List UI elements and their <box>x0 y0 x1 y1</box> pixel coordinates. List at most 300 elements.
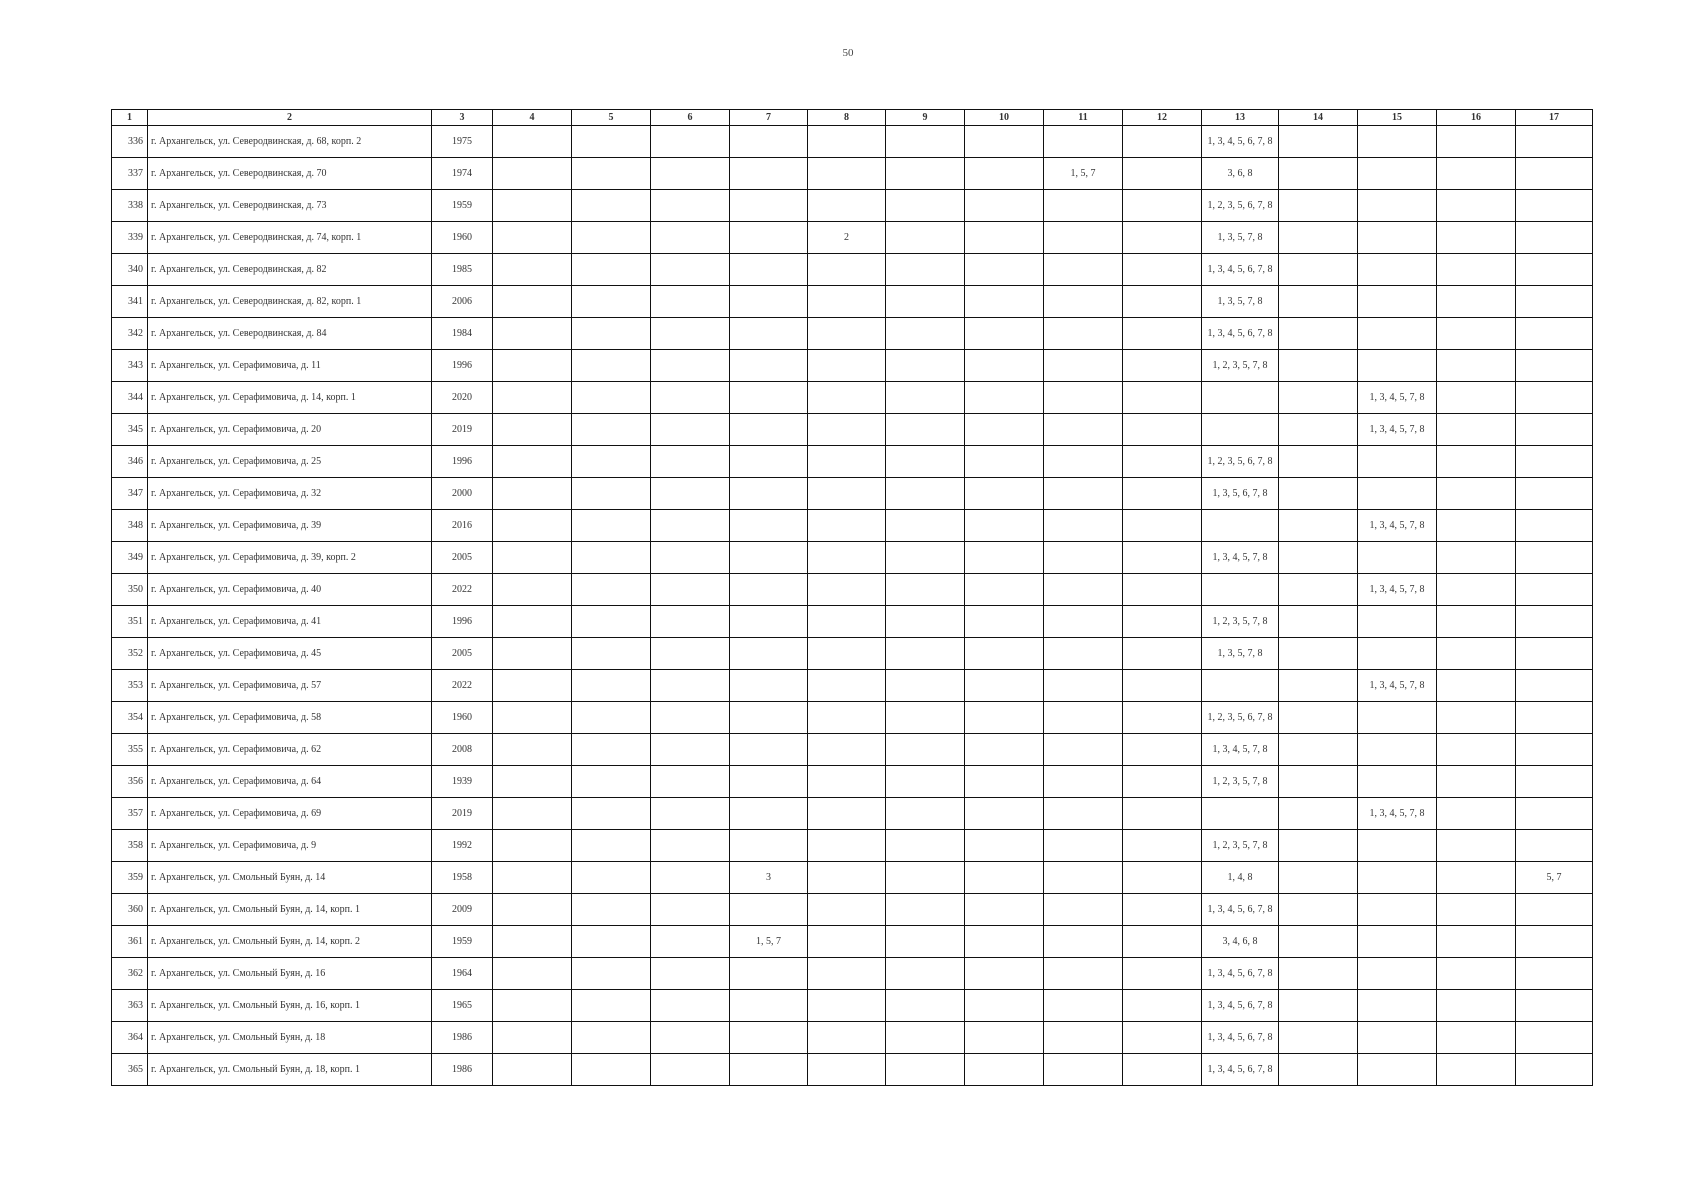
column-8-cell <box>808 286 886 318</box>
column-13-cell: 1, 3, 4, 5, 6, 7, 8 <box>1202 1022 1279 1054</box>
column-11-cell <box>1044 990 1123 1022</box>
column-9-cell <box>886 222 965 254</box>
year-cell: 2019 <box>432 414 493 446</box>
row-number-cell: 354 <box>112 702 148 734</box>
column-10-cell <box>965 670 1044 702</box>
column-7-cell <box>730 798 808 830</box>
housing-register-table <box>111 109 1593 1086</box>
column-12-cell <box>1123 350 1202 382</box>
column-7-cell <box>730 254 808 286</box>
column-9-cell <box>886 350 965 382</box>
year-cell: 1985 <box>432 254 493 286</box>
column-8-cell <box>808 926 886 958</box>
column-13-cell: 1, 3, 4, 5, 6, 7, 8 <box>1202 254 1279 286</box>
table-row <box>112 830 1593 862</box>
column-16-cell <box>1437 542 1516 574</box>
column-12-cell <box>1123 446 1202 478</box>
column-9-cell <box>886 190 965 222</box>
column-8-cell <box>808 1022 886 1054</box>
column-9-cell <box>886 254 965 286</box>
column-9-cell <box>886 894 965 926</box>
column-14-cell <box>1279 318 1358 350</box>
column-15-cell <box>1358 830 1437 862</box>
table-row <box>112 350 1593 382</box>
column-12-cell <box>1123 222 1202 254</box>
column-11-cell <box>1044 574 1123 606</box>
column-4-cell <box>493 574 572 606</box>
column-4-cell <box>493 158 572 190</box>
column-6-cell <box>651 574 730 606</box>
year-cell: 1974 <box>432 158 493 190</box>
column-15-cell: 1, 3, 4, 5, 7, 8 <box>1358 574 1437 606</box>
address-cell: г. Архангельск, ул. Серафимовича, д. 39, корп. 2 <box>148 542 432 574</box>
year-cell: 1959 <box>432 190 493 222</box>
table-row <box>112 222 1593 254</box>
address-cell: г. Архангельск, ул. Смольный Буян, д. 14, корп. 2 <box>148 926 432 958</box>
year-cell: 1975 <box>432 126 493 158</box>
column-15-cell <box>1358 286 1437 318</box>
column-13-cell: 1, 3, 5, 7, 8 <box>1202 638 1279 670</box>
column-11-cell <box>1044 350 1123 382</box>
column-6-cell <box>651 734 730 766</box>
column-17-cell <box>1516 478 1593 510</box>
column-11-cell <box>1044 382 1123 414</box>
address-cell: г. Архангельск, ул. Смольный Буян, д. 16, корп. 1 <box>148 990 432 1022</box>
row-number-cell: 358 <box>112 830 148 862</box>
column-14-cell <box>1279 702 1358 734</box>
column-12-cell <box>1123 702 1202 734</box>
column-9-cell <box>886 478 965 510</box>
column-10-cell <box>965 638 1044 670</box>
column-5-cell <box>572 414 651 446</box>
column-7-cell <box>730 350 808 382</box>
column-5-cell <box>572 478 651 510</box>
address-cell: г. Архангельск, ул. Серафимовича, д. 20 <box>148 414 432 446</box>
column-10-cell <box>965 990 1044 1022</box>
column-12-cell <box>1123 190 1202 222</box>
column-15-cell <box>1358 542 1437 574</box>
column-14-cell <box>1279 574 1358 606</box>
row-number-cell: 344 <box>112 382 148 414</box>
column-17-cell <box>1516 158 1593 190</box>
column-15-cell <box>1358 318 1437 350</box>
column-14-cell <box>1279 1022 1358 1054</box>
column-14-cell <box>1279 126 1358 158</box>
column-17-cell <box>1516 734 1593 766</box>
column-15-cell <box>1358 1022 1437 1054</box>
column-16-cell <box>1437 414 1516 446</box>
column-4-cell <box>493 286 572 318</box>
column-4-cell <box>493 894 572 926</box>
column-12-cell <box>1123 990 1202 1022</box>
column-17-cell <box>1516 126 1593 158</box>
row-number-cell: 353 <box>112 670 148 702</box>
column-6-cell <box>651 382 730 414</box>
column-17-cell <box>1516 254 1593 286</box>
column-14-cell <box>1279 350 1358 382</box>
column-13-cell <box>1202 510 1279 542</box>
column-7-cell: 3 <box>730 862 808 894</box>
column-7-cell <box>730 606 808 638</box>
column-12-cell <box>1123 798 1202 830</box>
column-11-cell <box>1044 638 1123 670</box>
column-9-cell <box>886 446 965 478</box>
row-number-cell: 359 <box>112 862 148 894</box>
column-17-cell <box>1516 1022 1593 1054</box>
column-16-cell <box>1437 126 1516 158</box>
column-12-cell <box>1123 606 1202 638</box>
year-cell: 1996 <box>432 446 493 478</box>
column-14-cell <box>1279 254 1358 286</box>
column-7-cell <box>730 510 808 542</box>
column-16-cell <box>1437 318 1516 350</box>
column-15-cell: 1, 3, 4, 5, 7, 8 <box>1358 510 1437 542</box>
column-8-cell <box>808 254 886 286</box>
column-14-cell <box>1279 510 1358 542</box>
column-header: 11 <box>1044 110 1123 126</box>
year-cell: 1986 <box>432 1022 493 1054</box>
column-7-cell <box>730 478 808 510</box>
column-14-cell <box>1279 414 1358 446</box>
column-12-cell <box>1123 926 1202 958</box>
column-11-cell <box>1044 830 1123 862</box>
column-5-cell <box>572 638 651 670</box>
column-5-cell <box>572 862 651 894</box>
column-6-cell <box>651 350 730 382</box>
row-number-cell: 355 <box>112 734 148 766</box>
column-14-cell <box>1279 734 1358 766</box>
column-8-cell <box>808 542 886 574</box>
column-7-cell <box>730 734 808 766</box>
column-12-cell <box>1123 670 1202 702</box>
column-4-cell <box>493 542 572 574</box>
column-5-cell <box>572 574 651 606</box>
column-header: 9 <box>886 110 965 126</box>
column-16-cell <box>1437 286 1516 318</box>
column-15-cell <box>1358 862 1437 894</box>
column-4-cell <box>493 766 572 798</box>
column-13-cell <box>1202 414 1279 446</box>
column-10-cell <box>965 574 1044 606</box>
column-12-cell <box>1123 126 1202 158</box>
column-6-cell <box>651 926 730 958</box>
column-4-cell <box>493 1022 572 1054</box>
column-16-cell <box>1437 958 1516 990</box>
column-7-cell <box>730 894 808 926</box>
column-5-cell <box>572 222 651 254</box>
row-number-cell: 360 <box>112 894 148 926</box>
column-header: 5 <box>572 110 651 126</box>
column-8-cell <box>808 734 886 766</box>
column-15-cell: 1, 3, 4, 5, 7, 8 <box>1358 382 1437 414</box>
column-4-cell <box>493 926 572 958</box>
column-11-cell <box>1044 286 1123 318</box>
column-16-cell <box>1437 574 1516 606</box>
column-17-cell <box>1516 958 1593 990</box>
column-8-cell <box>808 190 886 222</box>
row-number-cell: 351 <box>112 606 148 638</box>
column-8-cell <box>808 318 886 350</box>
column-11-cell <box>1044 414 1123 446</box>
year-cell: 1958 <box>432 862 493 894</box>
column-11-cell: 1, 5, 7 <box>1044 158 1123 190</box>
column-17-cell <box>1516 510 1593 542</box>
column-8-cell <box>808 830 886 862</box>
row-number-cell: 341 <box>112 286 148 318</box>
column-11-cell <box>1044 510 1123 542</box>
column-13-cell: 1, 2, 3, 5, 7, 8 <box>1202 830 1279 862</box>
column-6-cell <box>651 1022 730 1054</box>
column-9-cell <box>886 126 965 158</box>
column-14-cell <box>1279 670 1358 702</box>
column-13-cell: 1, 3, 4, 5, 6, 7, 8 <box>1202 990 1279 1022</box>
column-8-cell <box>808 158 886 190</box>
column-10-cell <box>965 894 1044 926</box>
column-10-cell <box>965 606 1044 638</box>
address-cell: г. Архангельск, ул. Серафимовича, д. 69 <box>148 798 432 830</box>
year-cell: 1939 <box>432 766 493 798</box>
column-16-cell <box>1437 894 1516 926</box>
column-10-cell <box>965 350 1044 382</box>
table-row <box>112 766 1593 798</box>
row-number-cell: 343 <box>112 350 148 382</box>
column-15-cell <box>1358 158 1437 190</box>
row-number-cell: 361 <box>112 926 148 958</box>
column-9-cell <box>886 670 965 702</box>
column-14-cell <box>1279 958 1358 990</box>
column-8-cell <box>808 478 886 510</box>
column-9-cell <box>886 862 965 894</box>
column-6-cell <box>651 958 730 990</box>
column-8-cell <box>808 350 886 382</box>
column-16-cell <box>1437 350 1516 382</box>
column-13-cell: 1, 3, 4, 5, 6, 7, 8 <box>1202 1054 1279 1086</box>
column-16-cell <box>1437 222 1516 254</box>
column-5-cell <box>572 382 651 414</box>
address-cell: г. Архангельск, ул. Серафимовича, д. 45 <box>148 638 432 670</box>
column-11-cell <box>1044 958 1123 990</box>
column-13-cell: 1, 3, 4, 5, 6, 7, 8 <box>1202 958 1279 990</box>
column-8-cell <box>808 446 886 478</box>
column-15-cell <box>1358 926 1437 958</box>
column-16-cell <box>1437 638 1516 670</box>
column-10-cell <box>965 958 1044 990</box>
column-7-cell <box>730 222 808 254</box>
column-7-cell <box>730 574 808 606</box>
column-header: 8 <box>808 110 886 126</box>
column-17-cell <box>1516 382 1593 414</box>
column-12-cell <box>1123 542 1202 574</box>
column-6-cell <box>651 542 730 574</box>
column-7-cell <box>730 670 808 702</box>
column-12-cell <box>1123 510 1202 542</box>
column-6-cell <box>651 990 730 1022</box>
table-row <box>112 574 1593 606</box>
column-11-cell <box>1044 702 1123 734</box>
column-6-cell <box>651 254 730 286</box>
column-14-cell <box>1279 158 1358 190</box>
column-10-cell <box>965 414 1044 446</box>
year-cell: 2000 <box>432 478 493 510</box>
column-16-cell <box>1437 670 1516 702</box>
column-7-cell <box>730 702 808 734</box>
column-16-cell <box>1437 254 1516 286</box>
column-15-cell: 1, 3, 4, 5, 7, 8 <box>1358 414 1437 446</box>
column-13-cell: 1, 3, 5, 6, 7, 8 <box>1202 478 1279 510</box>
column-12-cell <box>1123 734 1202 766</box>
column-7-cell <box>730 990 808 1022</box>
table-row <box>112 862 1593 894</box>
column-14-cell <box>1279 286 1358 318</box>
column-10-cell <box>965 286 1044 318</box>
column-4-cell <box>493 510 572 542</box>
row-number-cell: 348 <box>112 510 148 542</box>
column-header: 1 <box>112 110 148 126</box>
column-17-cell <box>1516 606 1593 638</box>
column-15-cell <box>1358 1054 1437 1086</box>
column-7-cell <box>730 638 808 670</box>
column-15-cell <box>1358 446 1437 478</box>
address-cell: г. Архангельск, ул. Смольный Буян, д. 14 <box>148 862 432 894</box>
column-15-cell <box>1358 254 1437 286</box>
address-cell: г. Архангельск, ул. Серафимовича, д. 11 <box>148 350 432 382</box>
column-12-cell <box>1123 318 1202 350</box>
column-11-cell <box>1044 254 1123 286</box>
column-8-cell <box>808 638 886 670</box>
column-5-cell <box>572 190 651 222</box>
column-10-cell <box>965 1054 1044 1086</box>
column-header: 13 <box>1202 110 1279 126</box>
column-12-cell <box>1123 414 1202 446</box>
column-15-cell: 1, 3, 4, 5, 7, 8 <box>1358 798 1437 830</box>
column-6-cell <box>651 158 730 190</box>
column-17-cell <box>1516 990 1593 1022</box>
table-row <box>112 158 1593 190</box>
column-number-row <box>112 110 1593 126</box>
column-15-cell <box>1358 126 1437 158</box>
column-8-cell <box>808 958 886 990</box>
column-10-cell <box>965 702 1044 734</box>
column-16-cell <box>1437 382 1516 414</box>
column-5-cell <box>572 798 651 830</box>
column-17-cell <box>1516 798 1593 830</box>
year-cell: 2006 <box>432 286 493 318</box>
column-16-cell <box>1437 478 1516 510</box>
column-10-cell <box>965 382 1044 414</box>
column-13-cell: 1, 3, 4, 5, 7, 8 <box>1202 734 1279 766</box>
address-cell: г. Архангельск, ул. Северодвинская, д. 84 <box>148 318 432 350</box>
year-cell: 2016 <box>432 510 493 542</box>
column-9-cell <box>886 926 965 958</box>
column-10-cell <box>965 158 1044 190</box>
column-16-cell <box>1437 990 1516 1022</box>
column-17-cell <box>1516 414 1593 446</box>
column-7-cell <box>730 158 808 190</box>
address-cell: г. Архангельск, ул. Северодвинская, д. 68, корп. 2 <box>148 126 432 158</box>
column-10-cell <box>965 542 1044 574</box>
table-row <box>112 990 1593 1022</box>
column-12-cell <box>1123 862 1202 894</box>
column-13-cell <box>1202 670 1279 702</box>
column-17-cell <box>1516 446 1593 478</box>
row-number-cell: 364 <box>112 1022 148 1054</box>
column-13-cell: 1, 3, 4, 5, 7, 8 <box>1202 542 1279 574</box>
column-10-cell <box>965 1022 1044 1054</box>
column-7-cell <box>730 382 808 414</box>
address-cell: г. Архангельск, ул. Смольный Буян, д. 18, корп. 1 <box>148 1054 432 1086</box>
column-5-cell <box>572 990 651 1022</box>
column-10-cell <box>965 734 1044 766</box>
column-4-cell <box>493 798 572 830</box>
year-cell: 2022 <box>432 670 493 702</box>
column-15-cell <box>1358 638 1437 670</box>
column-13-cell: 1, 2, 3, 5, 7, 8 <box>1202 766 1279 798</box>
column-13-cell: 1, 4, 8 <box>1202 862 1279 894</box>
column-4-cell <box>493 702 572 734</box>
address-cell: г. Архангельск, ул. Северодвинская, д. 82, корп. 1 <box>148 286 432 318</box>
address-cell: г. Архангельск, ул. Серафимовича, д. 58 <box>148 702 432 734</box>
table-row <box>112 670 1593 702</box>
column-16-cell <box>1437 510 1516 542</box>
table-row <box>112 126 1593 158</box>
column-9-cell <box>886 510 965 542</box>
table-row <box>112 606 1593 638</box>
column-17-cell <box>1516 702 1593 734</box>
address-cell: г. Архангельск, ул. Смольный Буян, д. 18 <box>148 1022 432 1054</box>
column-6-cell <box>651 318 730 350</box>
column-4-cell <box>493 382 572 414</box>
column-11-cell <box>1044 446 1123 478</box>
table-row <box>112 702 1593 734</box>
address-cell: г. Архангельск, ул. Серафимовича, д. 25 <box>148 446 432 478</box>
column-11-cell <box>1044 798 1123 830</box>
row-number-cell: 340 <box>112 254 148 286</box>
column-9-cell <box>886 958 965 990</box>
table-row <box>112 382 1593 414</box>
table-row <box>112 446 1593 478</box>
column-6-cell <box>651 830 730 862</box>
column-14-cell <box>1279 478 1358 510</box>
address-cell: г. Архангельск, ул. Серафимовича, д. 64 <box>148 766 432 798</box>
column-5-cell <box>572 126 651 158</box>
column-4-cell <box>493 862 572 894</box>
column-16-cell <box>1437 1054 1516 1086</box>
year-cell: 2009 <box>432 894 493 926</box>
column-15-cell: 1, 3, 4, 5, 7, 8 <box>1358 670 1437 702</box>
column-7-cell <box>730 1022 808 1054</box>
column-16-cell <box>1437 766 1516 798</box>
column-5-cell <box>572 830 651 862</box>
column-9-cell <box>886 766 965 798</box>
column-12-cell <box>1123 830 1202 862</box>
column-15-cell <box>1358 958 1437 990</box>
column-14-cell <box>1279 894 1358 926</box>
column-4-cell <box>493 958 572 990</box>
column-8-cell <box>808 766 886 798</box>
column-9-cell <box>886 1022 965 1054</box>
table-row <box>112 798 1593 830</box>
column-11-cell <box>1044 766 1123 798</box>
column-4-cell <box>493 126 572 158</box>
address-cell: г. Архангельск, ул. Северодвинская, д. 74, корп. 1 <box>148 222 432 254</box>
table-row <box>112 1054 1593 1086</box>
column-9-cell <box>886 158 965 190</box>
column-9-cell <box>886 734 965 766</box>
year-cell: 1965 <box>432 990 493 1022</box>
column-15-cell <box>1358 190 1437 222</box>
column-11-cell <box>1044 734 1123 766</box>
column-6-cell <box>651 862 730 894</box>
